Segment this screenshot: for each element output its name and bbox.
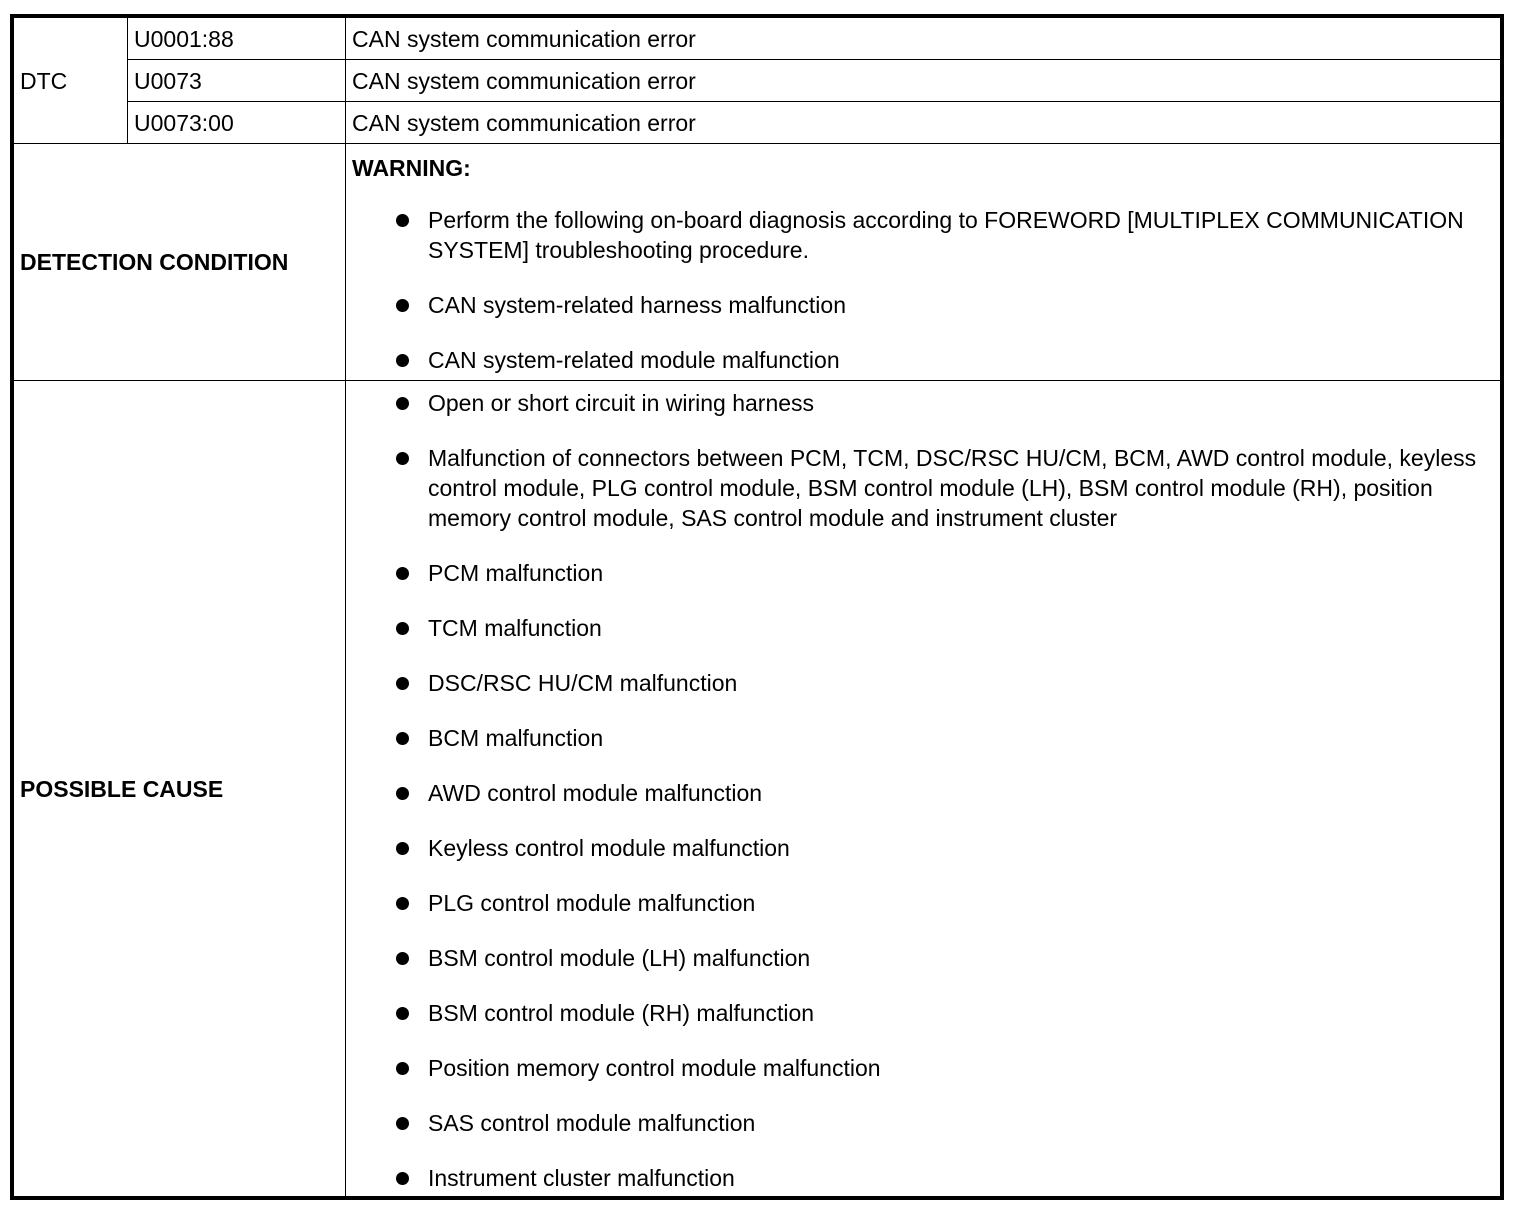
dtc-spec-table (13, 17, 1501, 1197)
dtc-code: U0073 (128, 60, 346, 102)
dtc-code: U0001:88 (128, 18, 346, 60)
bullet-icon (396, 214, 409, 227)
dtc-description: CAN system communication error (346, 60, 1501, 102)
detection-condition-list (352, 205, 1494, 375)
bullet-icon (396, 787, 409, 800)
bullet-icon (396, 842, 409, 855)
bullet-icon (396, 452, 409, 465)
bullet-icon (396, 732, 409, 745)
possible-cause-label: POSSIBLE CAUSE (14, 381, 346, 1197)
bullet-icon (396, 567, 409, 580)
list-item (352, 723, 1494, 753)
list-item (352, 1163, 1494, 1193)
list-item (352, 558, 1494, 588)
bullet-icon (396, 897, 409, 910)
bullet-icon (396, 1172, 409, 1185)
detection-condition-content (346, 144, 1501, 381)
list-item-text: PCM malfunction (428, 560, 604, 586)
list-item-text: BSM control module (LH) malfunction (428, 945, 811, 971)
possible-cause-row (14, 381, 1501, 1197)
bullet-icon (396, 677, 409, 690)
list-item-text: BCM malfunction (428, 725, 604, 751)
dtc-row (14, 102, 1501, 144)
list-item-text: Open or short circuit in wiring harness (428, 390, 815, 416)
bullet-icon (396, 354, 409, 367)
dtc-row (14, 60, 1501, 102)
list-item (352, 443, 1494, 533)
detection-condition-label: DETECTION CONDITION (14, 144, 346, 381)
dtc-code: U0073:00 (128, 102, 346, 144)
bullet-icon (396, 1117, 409, 1130)
bullet-icon (396, 299, 409, 312)
dtc-description: CAN system communication error (346, 102, 1501, 144)
list-item-text: Malfunction of connectors between PCM, TCM, DSC/RSC HU/CM, BCM, AWD control module, keyless control module, PLG control module, BSM control module (LH), BSM control module (RH), position memory control module, SAS control module and instrument cluster (428, 445, 1477, 531)
list-item (352, 1108, 1494, 1138)
list-item (352, 205, 1494, 265)
list-item-text: Keyless control module malfunction (428, 835, 790, 861)
list-item-text: Instrument cluster malfunction (428, 1165, 735, 1191)
list-item-text: Perform the following on-board diagnosis according to FOREWORD [MULTIPLEX COMMUNICATION SYSTEM] troubleshooting procedure. (428, 207, 1464, 263)
bullet-icon (396, 622, 409, 635)
list-item (352, 1053, 1494, 1083)
list-item (352, 388, 1494, 418)
list-item (352, 345, 1494, 375)
dtc-label: DTC (14, 18, 128, 144)
list-item (352, 833, 1494, 863)
bullet-icon (396, 397, 409, 410)
bullet-icon (396, 1007, 409, 1020)
bullet-icon (396, 1062, 409, 1075)
warning-title: WARNING: (352, 155, 471, 181)
list-item (352, 290, 1494, 320)
bullet-icon (396, 952, 409, 965)
list-item (352, 668, 1494, 698)
list-item-text: DSC/RSC HU/CM malfunction (428, 670, 738, 696)
detection-condition-row (14, 144, 1501, 381)
list-item (352, 943, 1494, 973)
list-item (352, 613, 1494, 643)
list-item-text: PLG control module malfunction (428, 890, 756, 916)
possible-cause-list (352, 388, 1494, 1193)
list-item-text: CAN system-related harness malfunction (428, 292, 846, 318)
list-item (352, 888, 1494, 918)
dtc-spec-table-frame (10, 14, 1504, 1200)
list-item-text: Position memory control module malfunction (428, 1055, 881, 1081)
dtc-row (14, 18, 1501, 60)
list-item-text: BSM control module (RH) malfunction (428, 1000, 815, 1026)
possible-cause-content (346, 381, 1501, 1197)
list-item-text: SAS control module malfunction (428, 1110, 756, 1136)
list-item-text: AWD control module malfunction (428, 780, 763, 806)
list-item-text: TCM malfunction (428, 615, 602, 641)
list-item-text: CAN system-related module malfunction (428, 347, 840, 373)
list-item (352, 998, 1494, 1028)
list-item (352, 778, 1494, 808)
dtc-description: CAN system communication error (346, 18, 1501, 60)
